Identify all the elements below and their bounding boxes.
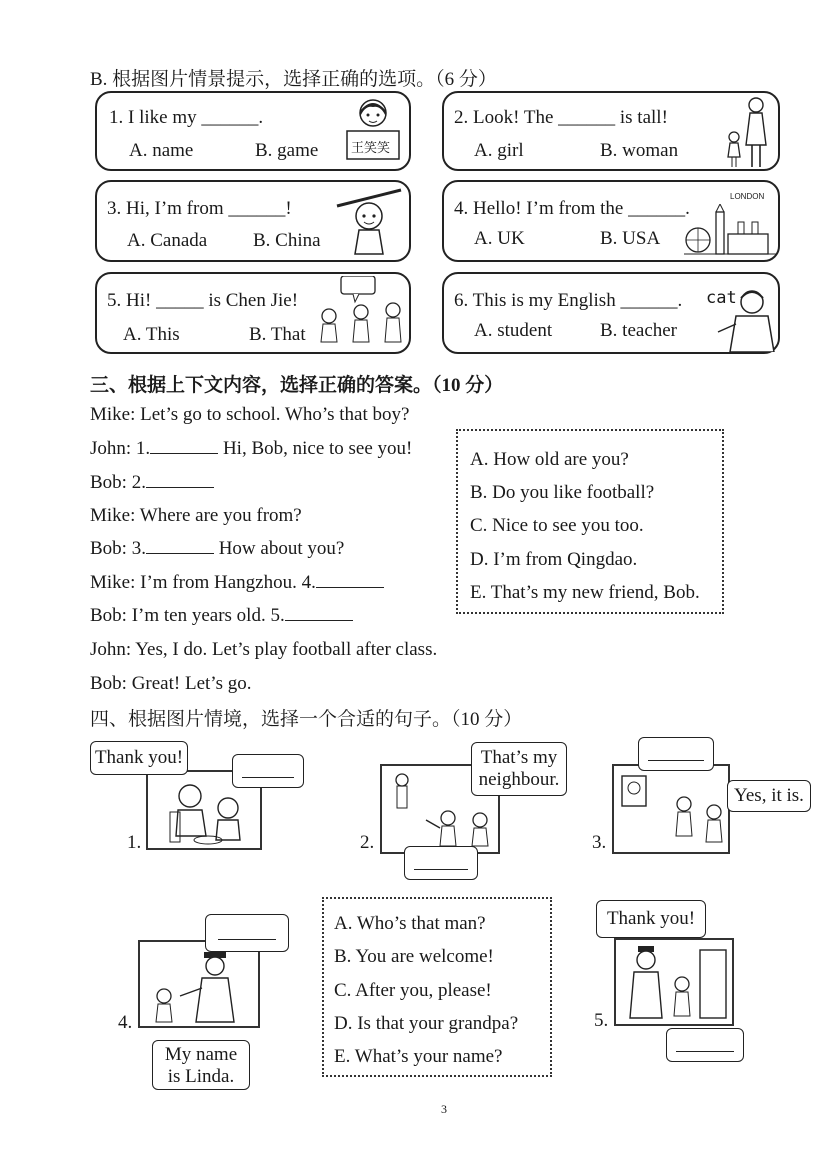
- teacher-illustration: [706, 280, 778, 352]
- option-line-b: B. You are welcome!: [334, 946, 494, 967]
- speech-bubble-4: My name is Linda.: [152, 1040, 250, 1090]
- question-box-2: [442, 91, 780, 171]
- man-and-boy-at-door-illustration: [616, 940, 732, 1024]
- option-a: A. girl: [474, 140, 524, 161]
- part-3-heading: 三、根据上下文内容，选择正确的答案。（10 分）: [90, 375, 504, 396]
- question-text: 4. Hello! I’m from the ______.: [454, 198, 690, 219]
- option-b: B. game: [255, 140, 319, 161]
- portrait-and-children-illustration: [614, 766, 728, 852]
- picture-number-1: 1.: [127, 832, 142, 853]
- option-line-a: A. How old are you?: [470, 449, 629, 470]
- option-line-c: C. After you, please!: [334, 980, 492, 1001]
- page-number: 3: [441, 1102, 447, 1116]
- question-box-6: [442, 272, 780, 354]
- board-word: cat: [706, 288, 737, 308]
- speech-bubble-3: Yes, it is.: [727, 780, 811, 812]
- picture-frame-3: [612, 764, 730, 854]
- picture-frame-4: [138, 940, 260, 1028]
- option-a: A. This: [123, 324, 180, 345]
- question-text: 2. Look! The ______ is tall!: [454, 107, 668, 128]
- dialogue-line-4: Mike: Where are you from?: [90, 505, 302, 526]
- answer-bubble-3[interactable]: [638, 737, 714, 771]
- question-text: 5. Hi! _____ is Chen Jie!: [107, 290, 299, 311]
- answer-blank-5[interactable]: [285, 606, 353, 621]
- option-line-e: E. What’s your name?: [334, 1046, 503, 1067]
- dialogue-line-6: Mike: I’m from Hangzhou. 4.: [90, 572, 384, 594]
- picture-number-4: 4.: [118, 1012, 133, 1033]
- picture-number-3: 3.: [592, 832, 607, 853]
- option-a: A. Canada: [127, 230, 208, 251]
- answer-blank-3[interactable]: [146, 539, 214, 554]
- answer-bubble-4[interactable]: [205, 914, 289, 952]
- option-a: A. UK: [474, 228, 525, 249]
- part-b-heading: B. 根据图片情景提示，选择正确的选项。（6 分）: [90, 69, 497, 90]
- question-box-1: [95, 91, 411, 171]
- speech-bubble-1: Thank you!: [90, 741, 188, 775]
- answer-bubble-5[interactable]: [666, 1028, 744, 1062]
- picture-frame-5: [614, 938, 734, 1026]
- option-a: A. name: [129, 140, 194, 161]
- dialogue-line-2: John: 1. Hi, Bob, nice to see you!: [90, 438, 413, 459]
- london-label: LONDON: [730, 192, 765, 201]
- part-3-options-box: [456, 429, 724, 614]
- dialogue-line-7: Bob: I’m ten years old. 5.: [90, 605, 353, 627]
- speech-bubble-5: Thank you!: [596, 900, 706, 938]
- question-text: 1. I like my ______.: [109, 107, 264, 128]
- answer-blank-2[interactable]: [146, 473, 214, 488]
- picture-number-5: 5.: [594, 1010, 609, 1031]
- dialogue-line-8: John: Yes, I do. Let’s play football after class.: [90, 639, 438, 660]
- question-text: 6. This is my English ______.: [454, 290, 683, 311]
- answer-bubble-2[interactable]: [404, 846, 478, 880]
- woman-and-girl-illustration: [724, 95, 776, 169]
- dialogue-line-9: Bob: Great! Let’s go.: [90, 673, 252, 694]
- monkey-king-boy-illustration: [333, 184, 405, 260]
- option-b: B. woman: [600, 140, 679, 161]
- option-b: B. teacher: [600, 320, 678, 341]
- question-box-5: [95, 272, 411, 354]
- london-skyline-illustration: [684, 204, 776, 258]
- option-line-d: D. I’m from Qingdao.: [470, 549, 638, 570]
- dialogue-line-5: Bob: 3. How about you?: [90, 538, 345, 559]
- girl-with-sign-illustration: [337, 95, 409, 169]
- answer-bubble-1[interactable]: [232, 754, 304, 788]
- option-a: A. student: [474, 320, 553, 341]
- option-line-d: D. Is that your grandpa?: [334, 1013, 519, 1034]
- sign-text: 王笑笑: [351, 140, 391, 155]
- question-text: 3. Hi, I’m from ______!: [107, 198, 292, 219]
- answer-blank-1[interactable]: [150, 439, 218, 454]
- dialogue-line-1: Mike: Let’s go to school. Who’s that boy?: [90, 404, 410, 425]
- speech-bubble-2: That’s my neighbour.: [471, 742, 567, 796]
- option-line-e: E. That’s my new friend, Bob.: [470, 582, 700, 603]
- question-box-3: [95, 180, 411, 262]
- question-box-4: [442, 180, 780, 262]
- option-line-a: A. Who’s that man?: [334, 913, 486, 934]
- option-b: B. USA: [600, 228, 661, 249]
- option-b: B. That: [249, 324, 306, 345]
- dialogue-line-3: Bob: 2.: [90, 472, 214, 494]
- part-4-heading: 四、根据图片情境，选择一个合适的句子。（10 分）: [90, 709, 523, 730]
- picture-number-2: 2.: [360, 832, 375, 853]
- option-line-c: C. Nice to see you too.: [470, 515, 644, 536]
- part-4-options-box: [322, 897, 552, 1077]
- option-b: B. China: [253, 230, 321, 251]
- three-children-illustration: [311, 276, 409, 352]
- answer-blank-4[interactable]: [316, 573, 384, 588]
- option-line-b: B. Do you like football?: [470, 482, 655, 503]
- police-officer-and-girl-illustration: [140, 942, 258, 1026]
